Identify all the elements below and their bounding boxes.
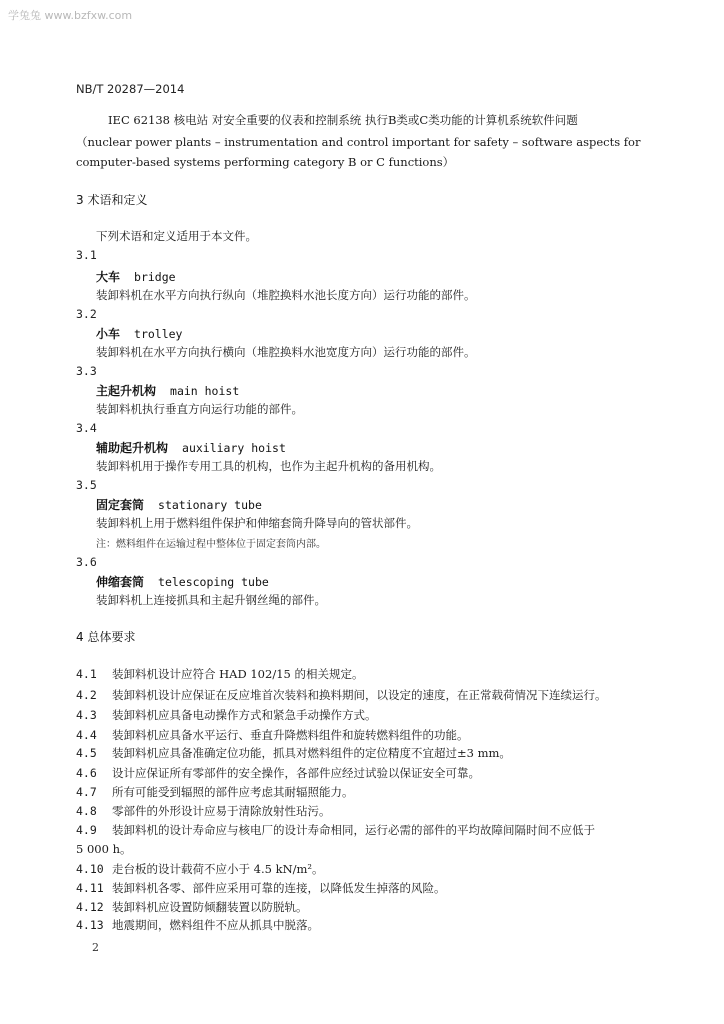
requirement-text: 装卸料机的设计寿命应与核电厂的设计寿命相同，运行必需的部件的平均故障间隔时间不应低于 bbox=[112, 823, 595, 837]
requirement-number: 4.7 bbox=[76, 785, 97, 799]
requirement-continuation: 5 000 h。 bbox=[76, 842, 132, 856]
term-title bbox=[96, 439, 286, 456]
requirement-number: 4.5 bbox=[76, 746, 97, 760]
requirement-number: 4.6 bbox=[76, 766, 97, 780]
term-definition: 装卸料机在水平方向执行横向（堆腔换料水池宽度方向）运行功能的部件。 bbox=[96, 345, 476, 359]
requirement-item bbox=[76, 765, 480, 781]
term-title bbox=[96, 268, 176, 285]
watermark: 学兔兔 www.bzfxw.com bbox=[8, 9, 133, 22]
term-definition: 装卸料机用于操作专用工具的机构，也作为主起升机构的备用机构。 bbox=[96, 459, 441, 473]
section-3-intro: 下列术语和定义适用于本文件。 bbox=[96, 229, 257, 243]
requirement-item bbox=[76, 861, 324, 877]
term-title bbox=[96, 325, 182, 342]
requirement-text: 地震期间，燃料组件不应从抓具中脱落。 bbox=[112, 918, 319, 932]
requirement-number: 4.9 bbox=[76, 823, 97, 837]
requirement-item bbox=[76, 899, 308, 915]
term-chinese: 固定套筒 bbox=[96, 498, 145, 512]
term-title bbox=[96, 382, 239, 399]
requirement-text: 装卸料机应具备水平运行、垂直升降燃料组件和旋转燃料组件的功能。 bbox=[112, 728, 469, 742]
requirement-text: 装卸料机设计应保证在反应堆首次装料和换料期间，以设定的速度，在正常载荷情况下连续运行。 bbox=[112, 688, 607, 702]
section-4-heading: 4 总体要求 bbox=[76, 630, 136, 644]
requirement-text: 装卸料机应具备准确定位功能，抓具对燃料组件的定位精度不宜超过±3 mm。 bbox=[112, 746, 511, 760]
requirement-text: 所有可能受到辐照的部件应考虑其耐辐照能力。 bbox=[112, 785, 354, 799]
term-chinese: 小车 bbox=[96, 327, 121, 341]
reference-english-line-1: （nuclear power plants – instrumentation and control important for safety – software aspects for bbox=[76, 135, 641, 149]
requirement-number: 4.8 bbox=[76, 804, 97, 818]
requirement-item bbox=[76, 687, 607, 703]
requirement-item bbox=[76, 880, 446, 896]
term-chinese: 主起升机构 bbox=[96, 384, 157, 398]
requirement-text: 装卸料机应设置防倾翻装置以防脱轨。 bbox=[112, 900, 308, 914]
requirement-item bbox=[76, 707, 377, 723]
requirement-text: 零部件的外形设计应易于清除放射性玷污。 bbox=[112, 804, 331, 818]
term-chinese: 伸缩套筒 bbox=[96, 575, 145, 589]
term-english: bridge bbox=[134, 270, 176, 284]
term-chinese: 大车 bbox=[96, 270, 121, 284]
term-definition: 装卸料机上用于燃料组件保护和伸缩套筒升降导向的管状部件。 bbox=[96, 516, 418, 530]
requirement-item bbox=[76, 917, 319, 933]
requirement-number: 4.4 bbox=[76, 728, 97, 742]
requirement-number: 4.1 bbox=[76, 667, 97, 681]
requirement-number: 4.10 bbox=[76, 862, 104, 876]
reference-title: IEC 62138 核电站 对安全重要的仪表和控制系统 执行B类或C类功能的计算机系统软件问题 bbox=[108, 113, 578, 127]
requirement-number: 4.2 bbox=[76, 688, 97, 702]
requirement-text: 走台板的设计载荷不应小于 4.5 kN/m²。 bbox=[112, 862, 324, 876]
term-english: telescoping tube bbox=[158, 575, 269, 589]
requirement-item bbox=[76, 803, 331, 819]
term-number: 3.1 bbox=[76, 248, 97, 262]
term-english: trolley bbox=[134, 327, 183, 341]
term-number: 3.3 bbox=[76, 364, 97, 378]
document-number: NB/T 20287—2014 bbox=[76, 82, 185, 96]
page-number: 2 bbox=[92, 941, 99, 954]
term-number: 3.5 bbox=[76, 478, 97, 492]
term-english: stationary tube bbox=[158, 498, 262, 512]
term-title bbox=[96, 496, 262, 513]
requirement-text: 装卸料机各零、部件应采用可靠的连接，以降低发生掉落的风险。 bbox=[112, 881, 446, 895]
requirement-text: 装卸料机设计应符合 HAD 102/15 的相关规定。 bbox=[112, 667, 364, 681]
term-definition: 装卸料机执行垂直方向运行功能的部件。 bbox=[96, 402, 303, 416]
requirement-number: 4.12 bbox=[76, 900, 104, 914]
requirement-text: 设计应保证所有零部件的安全操作，各部件应经过试验以保证安全可靠。 bbox=[112, 766, 480, 780]
term-title bbox=[96, 573, 269, 590]
reference-english-line-2: computer-based systems performing category B or C functions） bbox=[76, 155, 455, 169]
requirement-number: 4.3 bbox=[76, 708, 97, 722]
requirement-text: 装卸料机应具备电动操作方式和紧急手动操作方式。 bbox=[112, 708, 377, 722]
requirement-item bbox=[76, 745, 511, 761]
term-definition: 装卸料机上连接抓具和主起升钢丝绳的部件。 bbox=[96, 593, 326, 607]
term-note: 注：燃料组件在运输过程中整体位于固定套筒内部。 bbox=[96, 539, 326, 550]
requirement-number: 4.13 bbox=[76, 918, 104, 932]
requirement-item bbox=[76, 727, 469, 743]
term-number: 3.6 bbox=[76, 555, 97, 569]
requirement-item bbox=[76, 822, 595, 838]
term-number: 3.4 bbox=[76, 421, 97, 435]
requirement-item bbox=[76, 784, 354, 800]
section-3-heading: 3 术语和定义 bbox=[76, 193, 148, 207]
requirement-item bbox=[76, 666, 363, 682]
term-english: auxiliary hoist bbox=[182, 441, 286, 455]
term-chinese: 辅助起升机构 bbox=[96, 441, 169, 455]
requirement-number: 4.11 bbox=[76, 881, 104, 895]
term-number: 3.2 bbox=[76, 307, 97, 321]
term-english: main hoist bbox=[170, 384, 240, 398]
term-definition: 装卸料机在水平方向执行纵向（堆腔换料水池长度方向）运行功能的部件。 bbox=[96, 288, 476, 302]
